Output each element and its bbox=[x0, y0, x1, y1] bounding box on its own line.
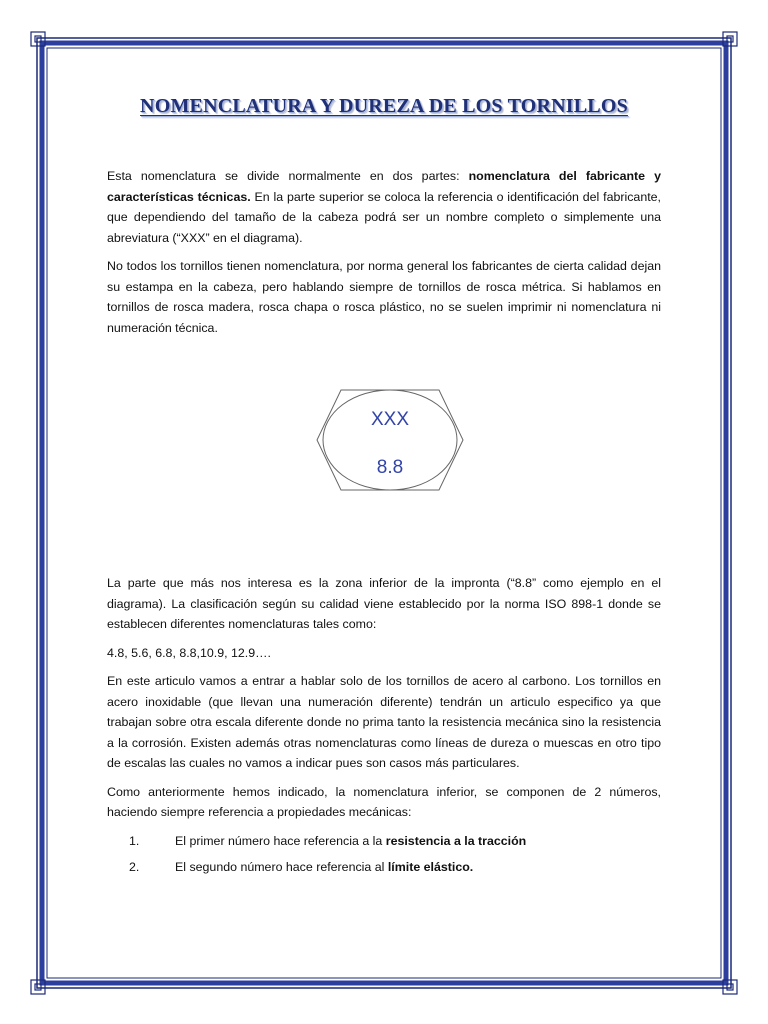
corner-ornament-top-left bbox=[31, 32, 45, 46]
diagram-manufacturer-label: XXX bbox=[370, 409, 410, 430]
numbered-list bbox=[107, 831, 661, 878]
bolt-head-diagram-area bbox=[107, 370, 661, 518]
list-item-text bbox=[175, 831, 526, 852]
paragraph-two-numbers: Como anteriormente hemos indicado, la nomenclatura inferior, se componen de 2 números, haciendo siempre referencia a propiedades mecánicas: bbox=[107, 784, 661, 819]
bolt-head-diagram bbox=[315, 388, 465, 492]
paragraph-intro-text-c: En la parte superior se coloca la referencia o identificación del fabricante, que dependiendo del tamaño de la cabeza podrá ser un nombre completo o simplemente una abreviatura (“XXX” en el diagrama). bbox=[107, 189, 661, 245]
list-item-plain: El segundo número hace referencia al bbox=[175, 860, 388, 874]
list-item bbox=[107, 857, 661, 878]
list-item-text bbox=[175, 857, 473, 878]
diagram-class-label: 8.8 bbox=[376, 457, 404, 478]
list-item bbox=[107, 831, 661, 852]
paragraph-lower-zone: La parte que más nos interesa es la zona inferior de la impronta (“8.8” como ejemplo en el diagrama). La clasificación según su calidad viene establecido por la norma ISO 898-1 donde se establecen diferentes nomenclaturas tales como: bbox=[107, 576, 661, 631]
paragraph-carbon-steel: En este articulo vamos a entrar a hablar solo de los tornillos de acero al carbono. Los tornillos en acero inoxidable (que llevan una numeración diferente) tendrán un articulo especifico ya que trabajan sobre otra escala diferente donde no prima tanto la resistencia mecánica sino la resistencia a la corrosión. Existen además otras nomenclaturas como líneas de dureza o muescas en otro tipo de escalas las cuales no vamos a indicar pues son casos más particulares. bbox=[107, 674, 661, 770]
corner-ornament-bottom-left bbox=[31, 980, 45, 994]
list-item-plain: El primer número hace referencia a la bbox=[175, 833, 386, 848]
list-item-bold: límite elástico. bbox=[387, 860, 474, 874]
paragraph-nomenclature-usage: No todos los tornillos tienen nomenclatura, por norma general los fabricantes de cierta calidad dejan su estampa en la cabeza, pero hablando siempre de tornillos de rosca métrica. Si hablamos en tornillos de rosca madera, rosca chapa o rosca plástico, no se suelen imprimir ni nomenclatura ni numeración técnica. bbox=[107, 259, 661, 335]
document-body bbox=[107, 92, 661, 884]
list-item-number: 1. bbox=[129, 833, 140, 848]
document-title: NOMENCLATURA Y DUREZA DE LOS TORNILLOS bbox=[140, 95, 628, 117]
paragraph-intro bbox=[107, 166, 661, 248]
list-item-bold: resistencia a la tracción bbox=[385, 833, 527, 848]
paragraph-class-list: 4.8, 5.6, 6.8, 8.8,10.9, 12.9…. bbox=[107, 645, 271, 660]
corner-ornament-bottom-right bbox=[723, 980, 737, 994]
list-item-number: 2. bbox=[129, 860, 140, 874]
paragraph-intro-text-a: Esta nomenclatura se divide normalmente en dos partes: bbox=[107, 169, 469, 183]
paragraph-intro-bold: nomenclatura del fabricante y características técnicas. bbox=[107, 169, 661, 204]
corner-ornament-top-right bbox=[723, 32, 737, 46]
